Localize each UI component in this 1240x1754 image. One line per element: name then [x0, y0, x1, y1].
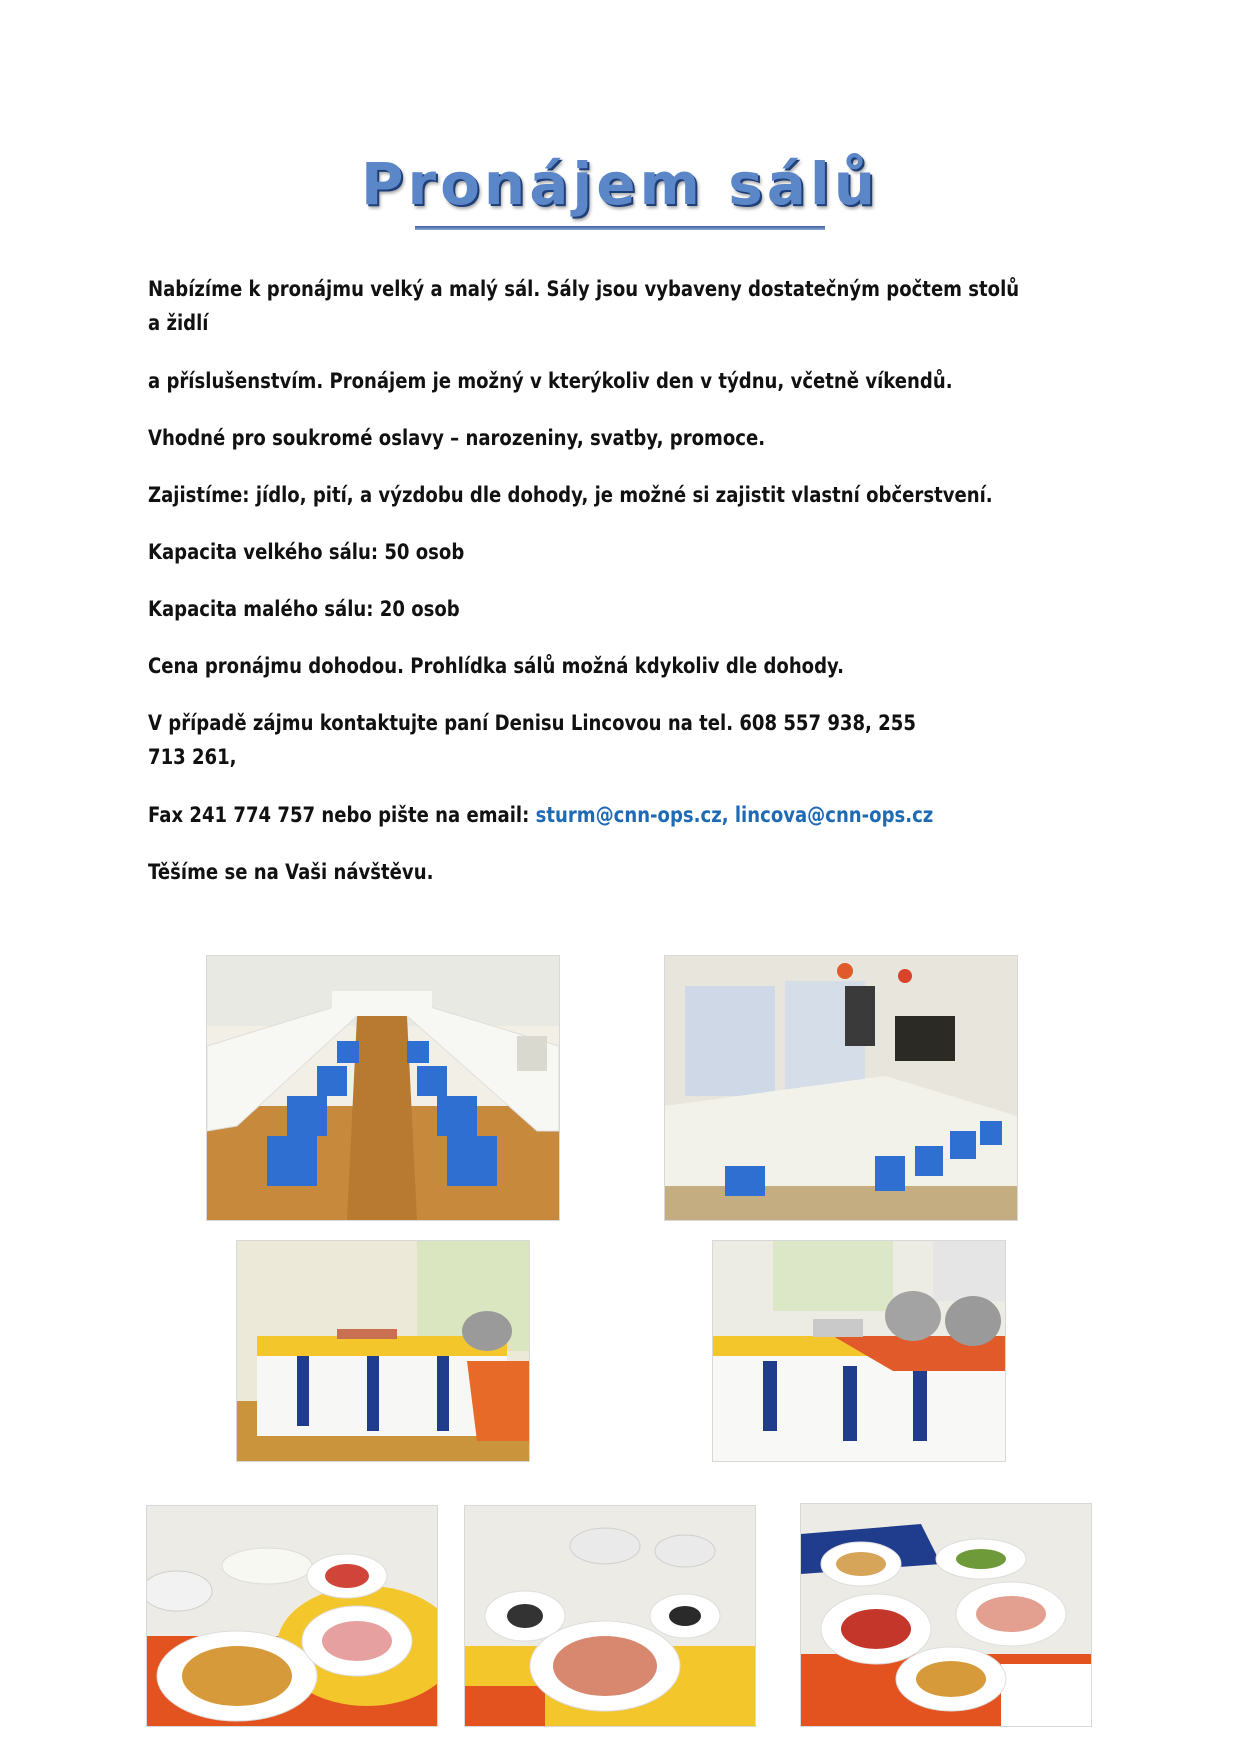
paragraph-price: Cena pronájmu dohodou. Prohlídka sálů možná kdykoliv dle dohody. [148, 654, 845, 678]
paragraph-capacity-large: Kapacita velkého sálu: 50 osob [148, 540, 465, 564]
paragraph-accessories: a příslušenstvím. Pronájem je možný v kterýkoliv den v týdnu, včetně víkendů. [148, 369, 953, 393]
paragraph-offer-line1: Nabízíme k pronájmu velký a malý sál. Sály jsou vybaveny dostatečným počtem stolů [148, 277, 1020, 301]
paragraph-contact-line2: 713 261, [148, 745, 237, 769]
photo-food-platters-3 [800, 1503, 1092, 1727]
page-title: Pronájem sálů [360, 150, 880, 218]
paragraph-services: Zajistíme: jídlo, pití, a výzdobu dle dohody, je možné si zajistit vlastní občerstvení. [148, 483, 993, 507]
paragraph-offer-line2: a židlí [148, 311, 209, 335]
photo-large-hall-tables [206, 955, 560, 1221]
paragraph-fax-email [148, 798, 974, 832]
email-link-sturm[interactable]: sturm@cnn-ops.cz [535, 803, 722, 827]
photo-food-platters-1 [146, 1505, 438, 1727]
paragraph-capacity-small: Kapacita malého sálu: 20 osob [148, 597, 460, 621]
fax-label: Fax 241 774 757 nebo pište na email: [148, 803, 536, 827]
photo-food-platters-2 [464, 1505, 756, 1727]
photo-large-hall-decorated [664, 955, 1018, 1221]
paragraph-occasions: Vhodné pro soukromé oslavy – narozeniny, svatby, promoce. [148, 426, 766, 450]
paragraph-contact [148, 706, 974, 774]
email-link-lincova[interactable]: lincova@cnn-ops.cz [734, 803, 934, 827]
title-underline [415, 226, 825, 230]
paragraph-contact-line1: V případě zájmu kontaktujte paní Denisu Lincovou na tel. 608 557 938, 255 [148, 711, 916, 735]
paragraph-offer [148, 272, 1020, 340]
photo-buffet-table-2 [712, 1240, 1006, 1462]
photo-buffet-table-1 [236, 1240, 530, 1462]
email-separator: , [721, 803, 735, 827]
paragraph-closing: Těšíme se na Vaši návštěvu. [148, 860, 434, 884]
